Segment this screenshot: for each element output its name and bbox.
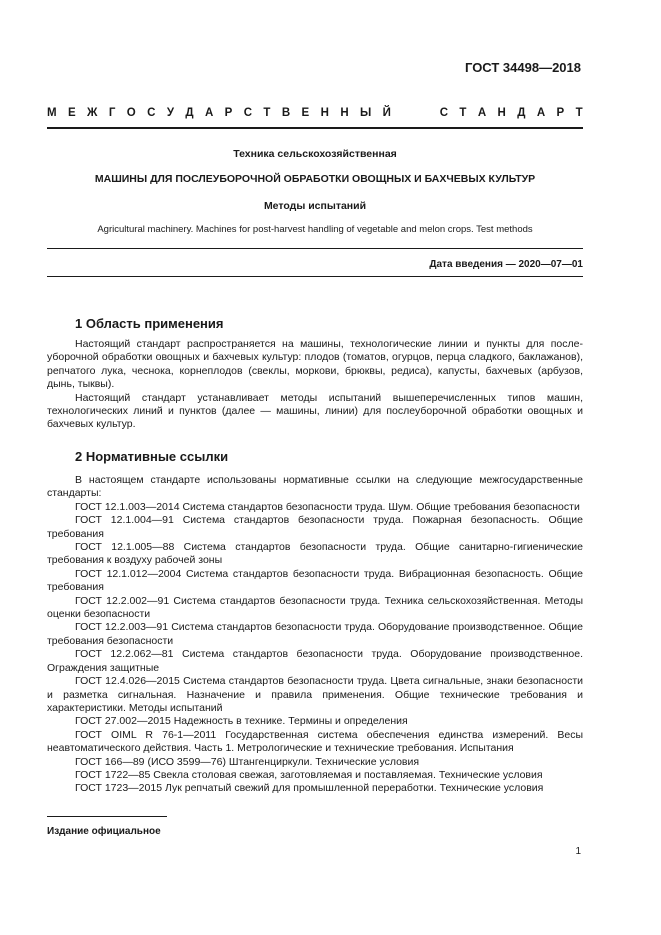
reference-item: ГОСТ 1723—2015 Лук репчатый свежий для промышленной переработки. Технические условия: [75, 782, 544, 795]
banner-letter: С: [439, 107, 449, 119]
paragraph: Настоящий стандарт устанавливает методы испытаний вышеперечисленных типов машин, технологических линий и пунктов (далее — машины, линии) для послеуборочной обработки овощных и бахчевых культур.: [47, 391, 583, 431]
banner-letter: Д: [185, 107, 194, 119]
footer-rule: [47, 816, 167, 817]
official-edition-label: Издание официальное: [47, 826, 161, 837]
banner-letter: Р: [224, 107, 233, 119]
banner-letter: Е: [301, 107, 310, 119]
banner-letter: А: [536, 107, 546, 119]
category-title: Техника сельскохозяйственная: [233, 148, 397, 160]
reference-item: ГОСТ 12.2.062—81 Система стандартов безопасности труда. Оборудование производственное. Ограждения защитные: [47, 648, 583, 674]
subtitle: Методы испытаний: [263, 200, 367, 212]
banner-letter: Н: [340, 107, 349, 119]
gost-number: ГОСТ 34498—2018: [465, 60, 581, 75]
section-1-heading: 1 Область применения: [75, 316, 224, 331]
reference-item: ГОСТ 12.4.026—2015 Система стандартов безопасности труда. Цвета сигнальные, знаки безопасности и разметка сигнальная. Назначение и правила применения. Общие технические требования и характеристики. Методы испытаний: [47, 675, 583, 714]
reference-item: ГОСТ 12.2.002—91 Система стандартов безопасности труда. Техника сельскохозяйственная. Методы оценки безопасности: [47, 594, 583, 621]
reference-item: ГОСТ 12.1.005—88 Система стандартов безопасности труда. Общие санитарно-гигиенические требования к воздуху рабочей зоны: [47, 541, 583, 567]
reference-item: ГОСТ 166—89 (ИСО 3599—76) Штангенциркули. Технические условия: [75, 755, 420, 768]
banner-letter: Г: [108, 107, 116, 119]
english-title: Agricultural machinery. Machines for post-harvest handling of vegetable and melon crops. Test methods: [97, 224, 533, 235]
reference-item: ГОСТ 12.2.003—91 Система стандартов безопасности труда. Оборудование производственное. Общие требования безопасности: [47, 621, 583, 647]
section-2-heading: 2 Нормативные ссылки: [75, 449, 229, 464]
page-number: 1: [575, 846, 581, 857]
banner-letter: Ж: [87, 107, 98, 119]
banner-letter: Ы: [360, 107, 372, 119]
date-rule: [47, 276, 583, 277]
reference-item: ГОСТ 12.1.012—2004 Система стандартов безопасности труда. Вибрационная безопасность. Общие требования: [47, 567, 583, 594]
banner-letter: У: [166, 107, 174, 119]
banner-letter: Н: [497, 107, 506, 119]
references-intro: В настоящем стандарте использованы нормативные ссылки на следующие межгосударственные стандарты:: [47, 474, 583, 500]
title-rule: [47, 248, 583, 249]
banner-letter: Н: [320, 107, 329, 119]
introduction-date: Дата введения — 2020—07—01: [429, 259, 583, 270]
banner-letter: Е: [67, 107, 76, 119]
banner-letter: О: [126, 107, 136, 119]
banner-letter: Т: [575, 107, 583, 119]
banner-letter: С: [243, 107, 253, 119]
reference-item: ГОСТ 12.1.003—2014 Система стандартов безопасности труда. Шум. Общие требования безопасности: [75, 500, 580, 513]
banner-word-gap: [402, 107, 428, 119]
banner-letter: А: [477, 107, 487, 119]
reference-item: ГОСТ OIML R 76-1—2011 Государственная система обеспечения единства измерений. Весы неавтоматического действия. Часть 1. Метрологические и технические требования. Испытания: [47, 728, 583, 755]
main-title: МАШИНЫ ДЛЯ ПОСЛЕУБОРОЧНОЙ ОБРАБОТКИ ОВОЩНЫХ И БАХЧЕВЫХ КУЛЬТУР: [94, 173, 536, 185]
banner-letter: С: [147, 107, 156, 119]
banner-letter: В: [281, 107, 291, 119]
reference-item: ГОСТ 27.002—2015 Надежность в технике. Термины и определения: [75, 715, 408, 728]
header-rule: [47, 127, 583, 129]
normative-references: [47, 474, 583, 796]
reference-item: ГОСТ 12.1.004—91 Система стандартов безопасности труда. Пожарная безопасность. Общие требования: [47, 514, 583, 540]
banner-letter: Т: [459, 107, 467, 119]
banner-letter: М: [47, 107, 57, 119]
banner-letter: Т: [263, 107, 271, 119]
banner-letter: Й: [382, 107, 391, 119]
banner-letter: Д: [517, 107, 526, 119]
section-1-body: [47, 338, 583, 432]
interstate-standard-banner: [47, 107, 583, 119]
reference-item: ГОСТ 1722—85 Свекла столовая свежая, заготовляемая и поставляемая. Технические условия: [75, 768, 543, 781]
paragraph: Настоящий стандарт распространяется на машины, технологические линии и пункты для после-уборочной обработки овощных и бахчевых культур: плодов (томатов, огурцов, перца сладкого, баклажанов), репчатого лука, чеснока, корнеплодов (свеклы, моркови, брюквы, редиса), капусты, бахчевых (арбузов, дынь, тыквы).: [47, 338, 583, 391]
banner-letter: А: [204, 107, 214, 119]
banner-letter: Р: [556, 107, 565, 119]
